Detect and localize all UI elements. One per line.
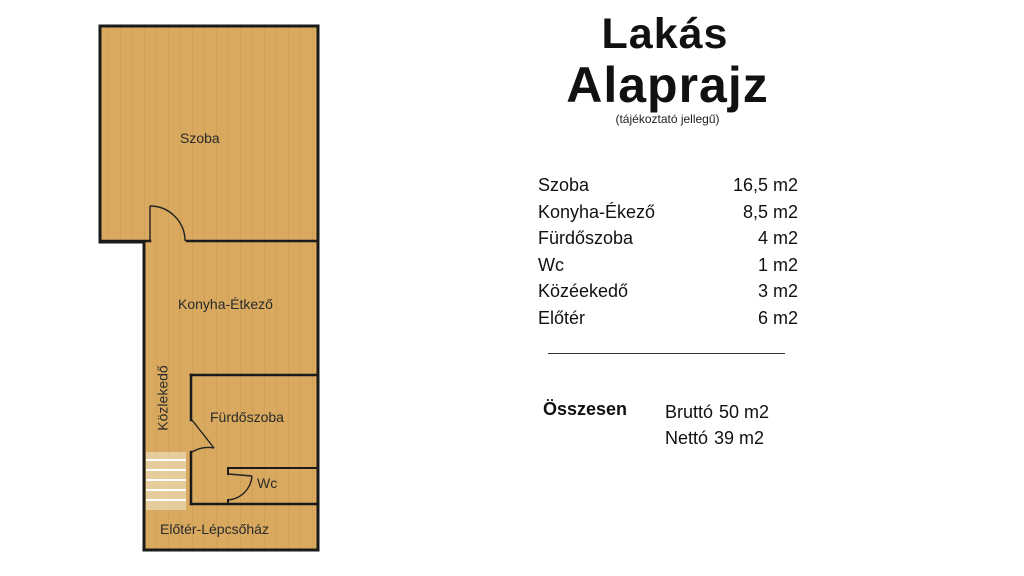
area-row — [538, 225, 798, 252]
gross-label: Bruttó — [665, 402, 714, 422]
area-row — [538, 199, 798, 226]
title-line2: Alaprajz — [566, 57, 769, 113]
room-label-kozlekedo: Közlekedő — [154, 365, 171, 431]
divider — [548, 353, 785, 354]
area-value: 8,5 m2 — [742, 201, 798, 222]
gross-value: 50 m2 — [719, 402, 770, 422]
room-label-wc: Wc — [257, 475, 278, 491]
room-label-furdo: Fürdőszoba — [210, 409, 284, 425]
area-row — [538, 278, 798, 305]
area-value: 6 m2 — [757, 307, 798, 328]
net-value: 39 m2 — [714, 428, 765, 448]
staircase — [146, 452, 186, 510]
area-value: 16,5 m2 — [732, 175, 798, 195]
subtitle: (tájékoztató jellegű) — [615, 112, 720, 126]
net-label: Nettó — [665, 428, 709, 448]
floor-area — [100, 26, 318, 550]
area-value: 1 m2 — [757, 254, 798, 275]
room-label-szoba: Szoba — [180, 130, 220, 146]
title-line1: Lakás — [601, 10, 729, 58]
area-name: Wc — [538, 254, 564, 275]
total-values — [665, 399, 769, 451]
floor-plan — [0, 0, 340, 576]
area-row — [538, 305, 798, 332]
area-name: Közéekedő — [538, 281, 629, 301]
area-value: 4 m2 — [757, 228, 798, 248]
area-row — [538, 252, 798, 279]
area-name: Fürdőszoba — [538, 228, 634, 248]
area-value: 3 m2 — [757, 281, 798, 301]
area-name: Előtér — [538, 307, 586, 328]
room-label-konyha: Konyha-Étkező — [178, 296, 273, 312]
area-name: Szoba — [538, 175, 590, 195]
total-label: Összesen — [543, 399, 628, 419]
total-net-row — [665, 425, 769, 451]
area-name: Konyha-Ékező — [538, 201, 656, 222]
area-table — [538, 172, 798, 331]
area-row — [538, 172, 798, 199]
total-gross-row — [665, 399, 769, 425]
room-label-eloter: Előtér-Lépcsőház — [160, 521, 269, 537]
